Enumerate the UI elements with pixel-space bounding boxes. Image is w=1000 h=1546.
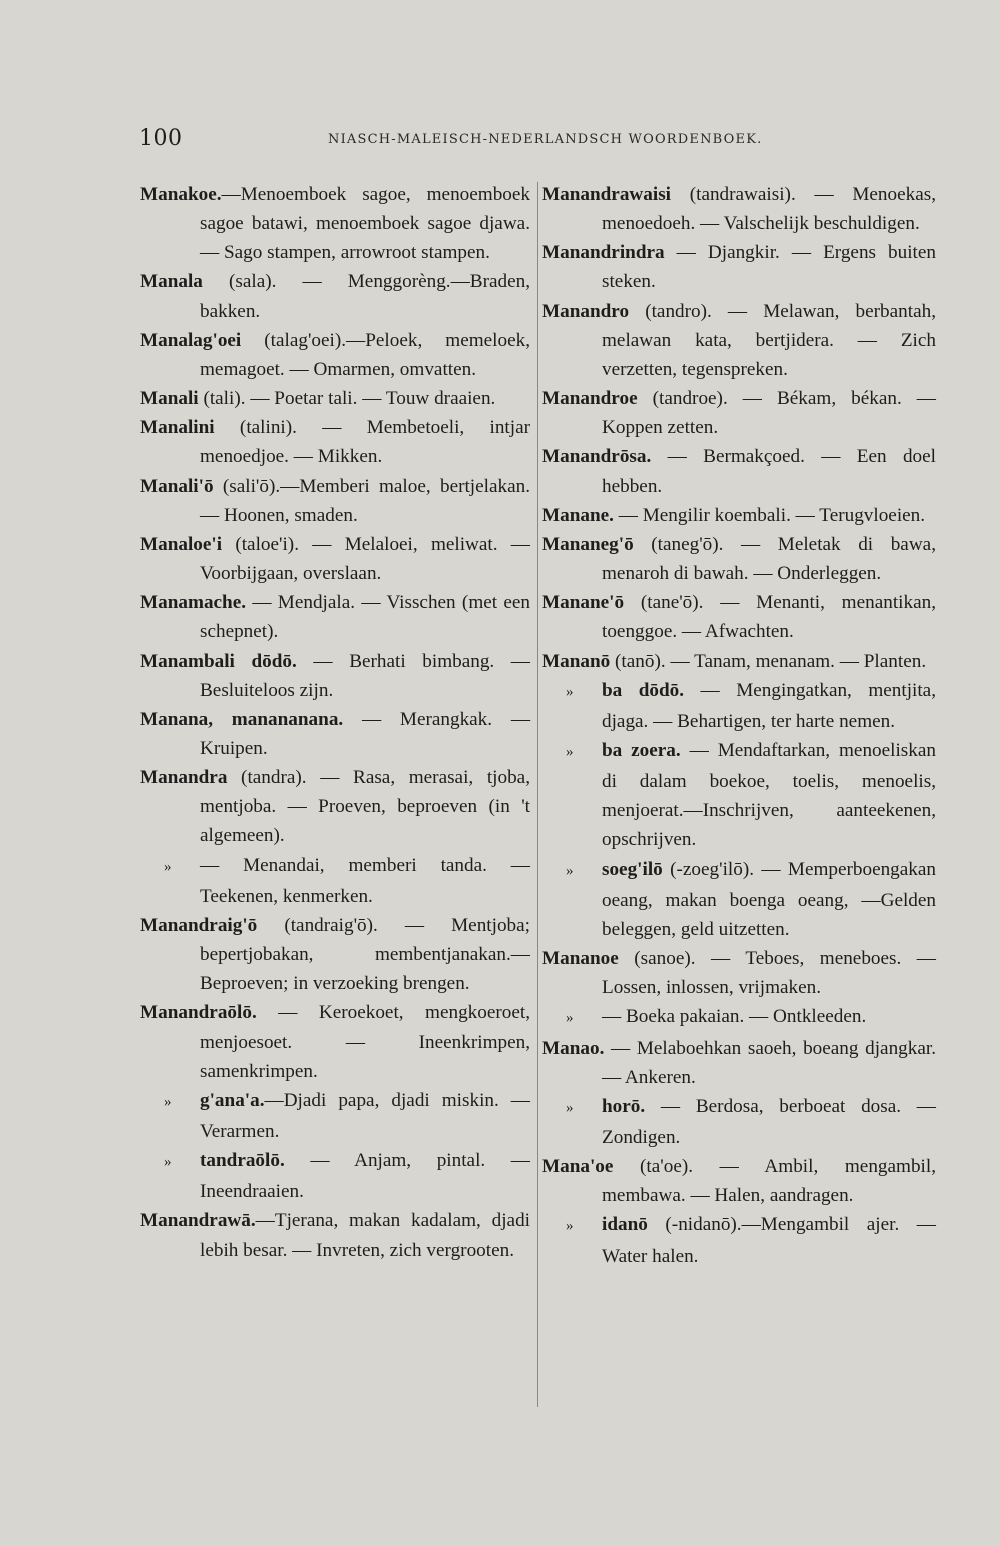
right-column (542, 180, 936, 1271)
headword: Manaloe'i (140, 533, 223, 555)
definition: (tandra). — Rasa, merasai, tjoba, mentjoba. — Proeven, beproeven (in 't algemeen). (200, 767, 530, 847)
dictionary-entry (542, 647, 936, 676)
definition: — Mengingatkan, mentjita, djaga. — Behartigen, ter harte nemen. (602, 679, 936, 732)
dictionary-entry (542, 442, 936, 500)
definition: — Merangkak. — Kruipen. (200, 708, 531, 759)
dictionary-entry (140, 267, 530, 325)
headword: g'ana'a. (200, 1089, 265, 1111)
dictionary-entry (140, 705, 530, 763)
definition: — Keroekoet, mengkoeroet, menjoesoet. — Ineenkrimpen, samenkrimpen. (200, 1002, 530, 1082)
dictionary-subentry (140, 1086, 530, 1146)
definition: — Menandai, memberi tanda. — Teekenen, kenmerken. (200, 854, 530, 907)
dictionary-entry (140, 588, 530, 646)
headword: Manao. (542, 1037, 605, 1059)
ditto-mark: » (164, 1154, 172, 1171)
dictionary-entry (542, 1034, 936, 1092)
dictionary-subentry (140, 851, 530, 911)
dictionary-entry (140, 530, 530, 588)
ditto-mark: » (566, 1099, 574, 1116)
headword: Manandro (542, 300, 630, 322)
definition: — Djangkir. — Ergens buiten steken. (602, 242, 936, 293)
definition: (tali). — Poetar tali. — Touw draaien. (198, 388, 496, 410)
dictionary-entry (542, 384, 936, 442)
headword: Manandraig'ō (140, 914, 258, 936)
headword: Mana'oe (542, 1156, 614, 1178)
dictionary-entry (542, 1152, 936, 1210)
dictionary-entry (542, 944, 936, 1002)
dictionary-subentry (542, 676, 936, 736)
headword: idanō (602, 1214, 648, 1236)
definition: — Bermakçoed. — Een doel hebben. (602, 446, 936, 497)
definition: (taneg'ō). — Meletak di bawa, menaroh di bawah. — Onderleggen. (602, 533, 936, 585)
definition: —Djadi papa, djadi miskin. — Verarmen. (200, 1089, 530, 1142)
headword: Mananoe (542, 948, 619, 970)
definition: —Tjerana, makan kadalam, djadi lebih besar. — Invreten, zich vergrooten. (200, 1210, 530, 1261)
definition: (tane'ō). — Menanti, menantikan, toenggoe. — Afwachten. (602, 592, 936, 643)
headword: Manambali dōdō. (140, 650, 297, 672)
definition: (tandraig'ō). — Mentjoba; bepertjobakan, membentjanakan.— Beproeven; in verzoeking brengen. (200, 914, 530, 995)
definition: (ta'oe). — Ambil, mengambil, membawa. — Halen, aandragen. (602, 1156, 936, 1207)
dictionary-entry (542, 501, 936, 530)
dictionary-entry (140, 326, 530, 384)
headword: Mananō (542, 650, 611, 672)
definition: (tanō). — Tanam, menanam. — Planten. (610, 650, 927, 672)
dictionary-entry (542, 238, 936, 296)
definition: —Menoemboek sagoe, menoemboek sagoe batawi, menoemboek sagoe djawa. — Sago stampen, arrowroot stampen. (200, 184, 530, 264)
definition: (tandro). — Melawan, berbantah, melawan kata, bertjidera. — Zich verzetten, tegenspreken. (602, 300, 936, 380)
headword: Manandroe (542, 388, 638, 410)
headword: Manali'ō (140, 475, 214, 497)
dictionary-entry (542, 297, 936, 384)
definition: — Anjam, pintal. — Ineendraaien. (200, 1150, 530, 1203)
headword: Manane. (542, 504, 614, 526)
running-head: NIASCH-MALEISCH-NEDERLANDSCH WOORDENBOEK. (328, 132, 763, 147)
definition: — Berhati bimbang. — Besluiteloos zijn. (200, 650, 530, 701)
ditto-mark: » (164, 1093, 172, 1110)
ditto-mark: » (566, 1218, 574, 1235)
dictionary-entry (542, 530, 936, 588)
headword: Manandrōsa. (542, 446, 652, 468)
headword: soeg'ilō (602, 858, 663, 880)
definition: (-zoeg'ilō). — Memperboengakan oeang, makan boenga oeang, —Gelden beleggen, geld uitzetten. (602, 858, 936, 940)
column-rule (537, 182, 538, 1407)
headword: Manandrawā. (140, 1210, 256, 1232)
definition: — Melaboehkan saoeh, boeang djangkar. — Ankeren. (602, 1037, 936, 1088)
definition: — Boeka pakaian. — Ontkleeden. (602, 1006, 867, 1028)
dictionary-entry (140, 647, 530, 705)
dictionary-entry (542, 180, 936, 238)
ditto-mark: » (566, 743, 574, 760)
definition: (sali'ō).—Memberi maloe, bertjelakan. — Hoonen, smaden. (200, 475, 530, 526)
definition: — Mengilir koembali. — Terugvloeien. (613, 504, 926, 526)
headword: Manandraōlō. (140, 1002, 257, 1024)
ditto-mark: » (164, 858, 172, 875)
definition: — Mendaftarkan, menoeliskan di dalam boekoe, toelis, menoelis, menjoerat.—Inschrijven, aanteekenen, opschrijven. (602, 739, 936, 851)
definition: (-nidanō).—Mengambil ajer. — Water halen. (602, 1214, 936, 1267)
definition: (tandrawaisi). — Menoekas, menoedoeh. — Valschelijk beschuldigen. (602, 184, 936, 235)
dictionary-subentry (542, 1002, 936, 1033)
headword: ba dōdō. (602, 679, 685, 701)
dictionary-subentry (542, 736, 936, 855)
page-number: 100 (139, 126, 183, 151)
headword: Manala (140, 271, 203, 293)
dictionary-subentry (140, 1146, 530, 1206)
headword: Manane'ō (542, 592, 625, 614)
dictionary-entry (542, 588, 936, 646)
ditto-mark: » (566, 862, 574, 879)
dictionary-subentry (542, 855, 936, 944)
headword: tandraōlō. (200, 1150, 285, 1172)
ditto-mark: » (566, 1010, 574, 1027)
dictionary-entry (140, 384, 530, 413)
dictionary-subentry (542, 1210, 936, 1270)
headword: Mananeg'ō (542, 533, 634, 555)
dictionary-subentry (542, 1092, 936, 1152)
definition: — Berdosa, berboeat dosa. — Zondigen. (602, 1095, 936, 1148)
headword: Manandra (140, 767, 228, 789)
left-column (140, 180, 530, 1265)
definition: (tandroe). — Békam, békan. — Koppen zetten. (602, 388, 936, 439)
ditto-mark: » (566, 683, 574, 700)
headword: ba zoera. (602, 739, 681, 761)
headword: Manali (140, 388, 199, 410)
headword: Manana, manananana. (140, 708, 344, 730)
dictionary-entry (140, 1206, 530, 1264)
headword: Manalag'oei (140, 329, 242, 351)
definition: (sanoe). — Teboes, meneboes. — Lossen, inlossen, vrijmaken. (602, 948, 936, 999)
headword: horō. (602, 1095, 646, 1117)
headword: Manandrindra (542, 242, 665, 264)
definition: — Mendjala. — Visschen (met een schepnet). (200, 592, 530, 643)
definition: (talag'oei).—Peloek, memeloek, memagoet. — Omarmen, omvatten. (200, 329, 530, 380)
dictionary-entry (140, 998, 530, 1085)
dictionary-entry (140, 911, 530, 998)
headword: Manamache. (140, 592, 247, 614)
definition: (sala). — Menggorèng.—Braden, bakken. (200, 271, 530, 322)
definition: (talini). — Membetoeli, intjar menoedjoe. — Mikken. (200, 417, 530, 468)
definition: (taloe'i). — Melaloei, meliwat. — Voorbijgaan, overslaan. (200, 533, 530, 585)
headword: Manalini (140, 417, 215, 439)
dictionary-entry (140, 472, 530, 530)
headword: Manakoe. (140, 184, 222, 205)
dictionary-entry (140, 180, 530, 267)
headword: Manandrawaisi (542, 184, 672, 205)
dictionary-entry (140, 413, 530, 471)
dictionary-entry (140, 763, 530, 850)
